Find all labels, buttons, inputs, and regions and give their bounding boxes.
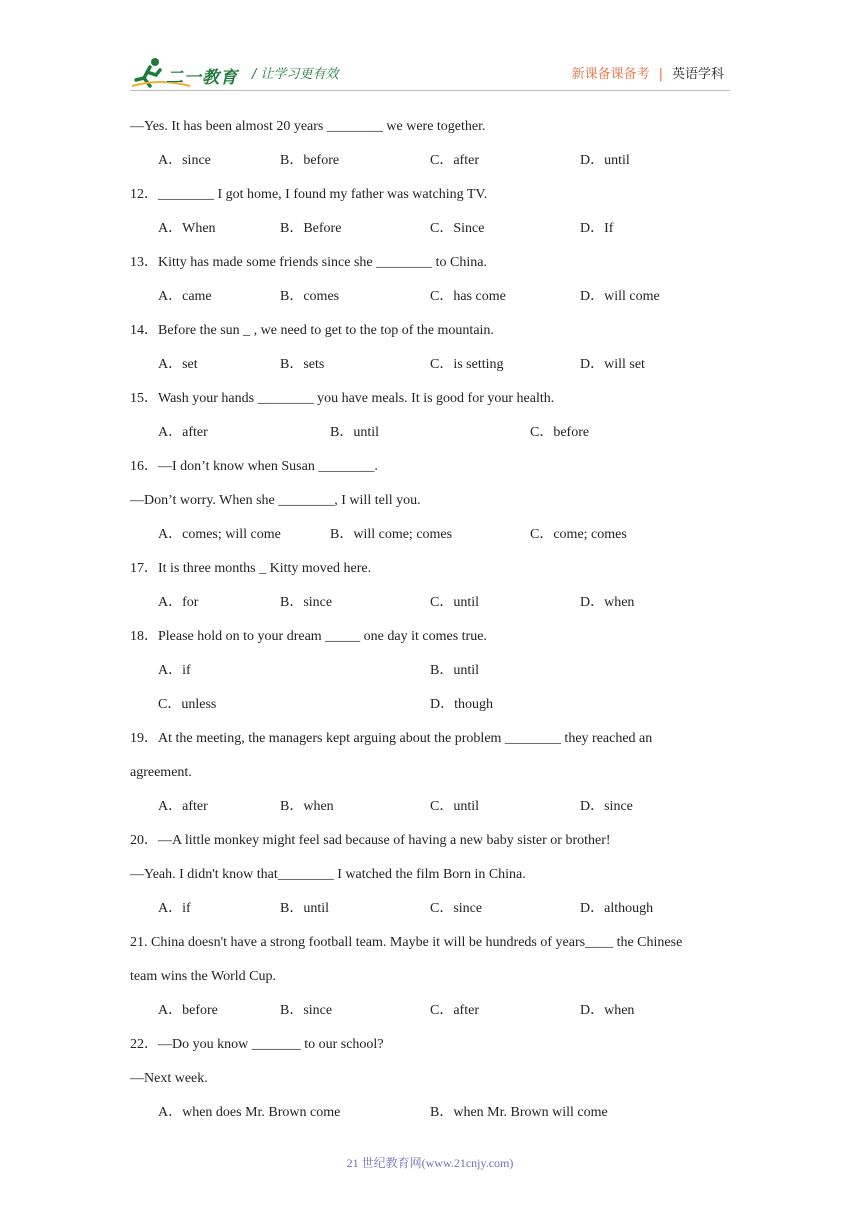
answer-option: A．if	[158, 663, 191, 678]
answer-option: A．when does Mr. Brown come	[158, 1105, 341, 1120]
question-text: 19．At the meeting, the managers kept arguing about the problem ________ they reached an	[130, 731, 653, 746]
question-text: —Yes. It has been almost 20 years ________ we were together.	[130, 119, 486, 134]
answer-option: B．will come; comes	[330, 527, 453, 542]
question-text: —Next week.	[130, 1071, 208, 1086]
tag-separator: |	[658, 67, 663, 82]
options-row	[130, 790, 740, 824]
answer-option: D．though	[430, 697, 493, 712]
answer-option: B．until	[280, 901, 330, 916]
answer-option: C．come; comes	[530, 527, 627, 542]
subject-tag	[572, 63, 724, 82]
options-row	[130, 586, 740, 620]
question-item	[130, 926, 740, 1028]
answer-option: C．before	[530, 425, 590, 440]
page-footer: 21 世纪教育网(www.21cnjy.com)	[346, 1156, 514, 1170]
question-item	[130, 722, 740, 824]
answer-option: C．Since	[430, 221, 485, 236]
answer-option: B．sets	[280, 357, 325, 372]
answer-option: D．If	[580, 221, 614, 236]
answer-option: A．set	[158, 357, 198, 372]
options-row	[130, 416, 740, 450]
answer-option: C．until	[430, 799, 480, 814]
logo-text: 二一教育	[166, 68, 238, 88]
question-text: 15．Wash your hands ________ you have meals. It is good for your health.	[130, 391, 555, 406]
question-item	[130, 314, 740, 382]
answer-option: B．comes	[280, 289, 340, 304]
answer-option: B．since	[280, 1003, 333, 1018]
question-item	[130, 246, 740, 314]
question-text: agreement.	[130, 765, 192, 780]
options-row	[130, 280, 740, 314]
tag-left: 新课备课备考	[571, 67, 650, 82]
question-text: 13．Kitty has made some friends since she ________ to China.	[130, 255, 487, 270]
options-row	[130, 654, 740, 688]
answer-option: A．before	[158, 1003, 218, 1018]
question-text: 12．________ I got home, I found my father was watching TV.	[130, 187, 488, 202]
answer-option: C．after	[430, 1003, 479, 1018]
slogan: / 让学习更有效	[252, 67, 339, 82]
question-item	[130, 382, 740, 450]
question-item	[130, 620, 740, 722]
question-text: —Don’t worry. When she ________, I will tell you.	[130, 493, 421, 508]
question-text: 21. China doesn't have a strong football team. Maybe it will be hundreds of years____ the Chinese	[130, 935, 683, 950]
answer-option: A．When	[158, 221, 216, 236]
answer-option: B．Before	[280, 221, 342, 236]
options-row	[130, 518, 740, 552]
answer-option: B．when Mr. Brown will come	[430, 1105, 608, 1120]
question-item	[130, 450, 740, 552]
answer-option: B．since	[280, 595, 333, 610]
answer-option: A．came	[158, 289, 212, 304]
options-row	[130, 1096, 740, 1130]
answer-option: A．for	[158, 595, 199, 610]
question-text: 17．It is three months _ Kitty moved here.	[130, 561, 372, 576]
question-text: 18．Please hold on to your dream _____ one day it comes true.	[130, 629, 487, 644]
answer-option: A．after	[158, 799, 208, 814]
options-row	[130, 144, 740, 178]
options-row	[130, 892, 740, 926]
question-item	[130, 110, 740, 178]
page-header	[130, 56, 730, 96]
answer-option: B．until	[330, 425, 380, 440]
options-row	[130, 994, 740, 1028]
answer-option: D．until	[580, 153, 630, 168]
header-divider	[130, 90, 730, 91]
question-item	[130, 824, 740, 926]
question-list	[130, 110, 740, 1130]
answer-option: B．until	[430, 663, 480, 678]
answer-option: D．although	[580, 901, 654, 916]
answer-option: B．before	[280, 153, 340, 168]
question-text: team wins the World Cup.	[130, 969, 276, 984]
question-text: 16．—I don’t know when Susan ________.	[130, 459, 378, 474]
answer-option: D．when	[580, 1003, 635, 1018]
answer-option: C．has come	[430, 289, 506, 304]
answer-option: D．since	[580, 799, 633, 814]
answer-option: C．after	[430, 153, 479, 168]
answer-option: D．will set	[580, 357, 645, 372]
answer-option: C．since	[430, 901, 483, 916]
answer-option: A．after	[158, 425, 208, 440]
answer-option: D．will come	[580, 289, 660, 304]
tag-subject: 英语学科	[671, 67, 724, 82]
answer-option: A．since	[158, 153, 211, 168]
answer-option: D．when	[580, 595, 635, 610]
question-text: 20．—A little monkey might feel sad because of having a new baby sister or brother!	[130, 833, 611, 848]
question-text: 22．—Do you know _______ to our school?	[130, 1037, 384, 1052]
question-item	[130, 178, 740, 246]
answer-option: A．comes; will come	[158, 527, 281, 542]
question-item	[130, 552, 740, 620]
answer-option: B．when	[280, 799, 334, 814]
answer-option: A．if	[158, 901, 191, 916]
options-row	[130, 688, 740, 722]
options-row	[130, 348, 740, 382]
options-row	[130, 212, 740, 246]
question-item	[130, 1028, 740, 1130]
question-text: 14．Before the sun _ , we need to get to the top of the mountain.	[130, 323, 494, 338]
answer-option: C．is setting	[430, 357, 504, 372]
answer-option: C．until	[430, 595, 480, 610]
question-text: —Yeah. I didn't know that________ I watched the film Born in China.	[130, 867, 526, 882]
answer-option: C．unless	[158, 697, 217, 712]
